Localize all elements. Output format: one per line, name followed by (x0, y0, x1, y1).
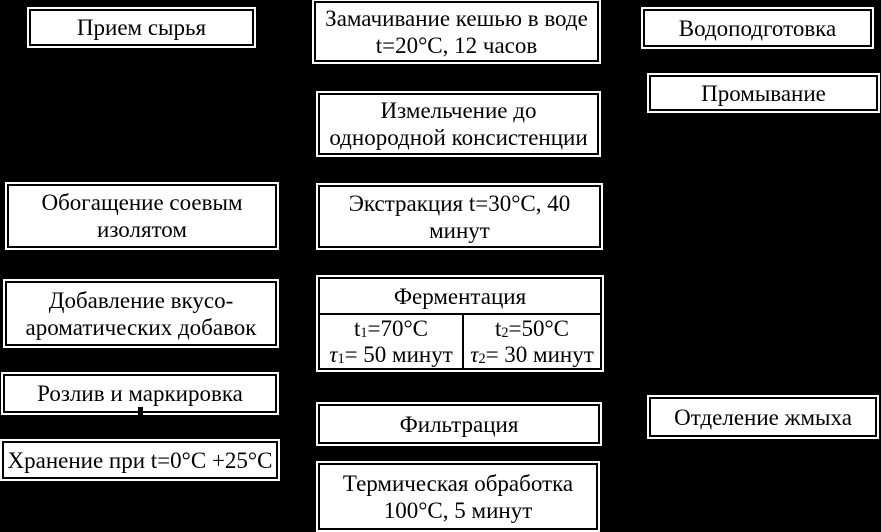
fermentation-cell-stage1 (320, 315, 464, 368)
step-label: Замачивание кешью в воде (325, 5, 588, 31)
step-label: t=20°C, 12 часов (375, 32, 538, 58)
step-label: Обогащение соевым (41, 190, 243, 215)
stage2-temperature: $t_2=50^\circ C$ (494, 315, 570, 342)
connector-tick (138, 407, 143, 416)
step-label: Водоподготовка (678, 15, 837, 41)
fermentation-title: Ферментация (320, 279, 600, 315)
step-label: однородной консистенции (329, 125, 588, 150)
step-label: Хранение при t=0°C +25°C (7, 447, 273, 473)
step-promyvanie (649, 75, 878, 111)
step-label: ароматических добавок (25, 314, 257, 340)
step-priem-syrya (29, 9, 254, 46)
fermentation-cell-stage2 (464, 315, 600, 368)
fermentation-parameters-row (320, 315, 600, 368)
step-zamachivanie-keshyu (314, 1, 599, 62)
stage1-temperature: $t_1=70^\circ C$ (353, 315, 429, 342)
step-obogashchenie-soevym-izolyatom (7, 184, 277, 248)
step-label: изолятом (97, 217, 187, 242)
step-label: Добавление вкусо- (48, 287, 234, 313)
step-label: минут (429, 217, 490, 243)
step-filtratsiya (318, 404, 600, 444)
step-label: Промывание (701, 80, 826, 106)
step-label: Прием сырья (76, 15, 207, 40)
step-vodopodgotovka (643, 9, 872, 47)
step-otdelenie-zhmykha (649, 397, 877, 437)
step-label: Розлив и маркировка (37, 381, 243, 406)
step-khranenie (2, 441, 278, 479)
step-label: Фильтрация (399, 411, 519, 437)
stage1-duration: $\tau_1= 50$ минут (329, 341, 453, 368)
step-termicheskaya-obrabotka (318, 463, 598, 530)
step-label: Отделение жмыха (674, 404, 852, 430)
step-label: Измельчение до (380, 98, 537, 123)
step-fermentatsiya (318, 277, 602, 370)
step-izmelchenie (318, 93, 599, 155)
step-ekstraktsiya (318, 185, 601, 248)
stage2-duration: $\tau_2= 30$ минут (470, 341, 594, 368)
step-label: Экстракция t=30°C, 40 (348, 190, 571, 216)
step-dobavlenie-dobavok (5, 281, 277, 346)
step-label: 100°C, 5 минут (383, 497, 533, 523)
step-label: Термическая обработка (342, 470, 574, 496)
